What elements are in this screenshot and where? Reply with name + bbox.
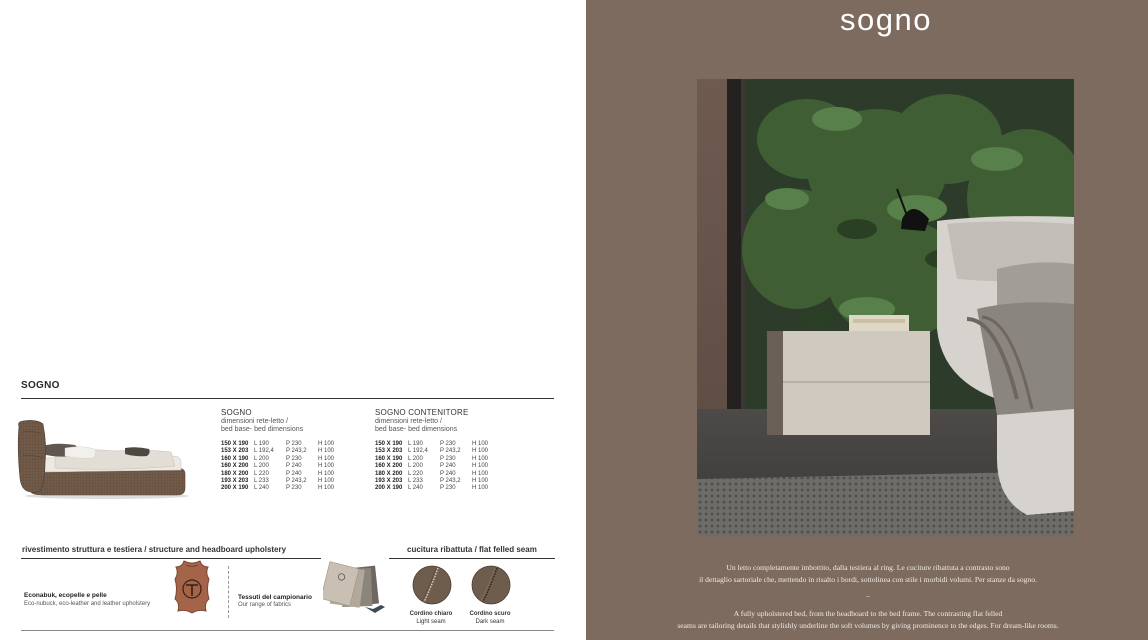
height-cell: H 100 [318, 470, 335, 477]
size-cell: 153 X 203 [221, 448, 249, 455]
bed-illustration [15, 418, 190, 500]
depth-cell: P 243,2 [440, 478, 461, 485]
upholstery-rule [21, 558, 321, 559]
height-cell: H 100 [472, 470, 489, 477]
description-it-line-1: Un letto completamente imbottito, dalla testiera al ring. Le cuciture ribattuta a contrasto sono [726, 563, 1010, 572]
height-cell: H 100 [318, 448, 335, 455]
length-cell: L 233 [254, 478, 269, 485]
dark-seam-swatch [471, 565, 511, 605]
material-title-leather: Econabuk, ecopelle e pelle [24, 592, 107, 599]
dark-seam-label-it: Cordino scuro [469, 611, 511, 617]
dimensions-block-sogno [221, 409, 334, 493]
height-cell: H 100 [318, 485, 335, 492]
table-row [221, 485, 334, 492]
size-cell: 153 X 203 [375, 448, 403, 455]
length-cell: L 220 [254, 470, 269, 477]
length-cell: L 240 [408, 485, 423, 492]
depth-cell: P 240 [440, 470, 456, 477]
depth-cell: P 230 [286, 485, 302, 492]
light-seam-label-en: Light seam [416, 619, 446, 625]
table-row [221, 456, 334, 463]
size-cell: 150 X 190 [221, 441, 249, 447]
light-seam-caption [401, 610, 461, 626]
product-name: SOGNO CONTENITORE [375, 408, 469, 417]
table-row [375, 441, 488, 448]
size-cell: 180 X 200 [221, 470, 249, 477]
seam-rule [389, 558, 555, 559]
length-cell: L 240 [254, 485, 269, 492]
height-cell: H 100 [318, 478, 335, 485]
height-cell: H 100 [318, 463, 335, 470]
bottom-rule [21, 630, 554, 631]
product-name: SOGNO [221, 408, 252, 417]
description-it-line-2: il dettaglio sartoriale che, mettendo in risalto i bordi, sottolinea con stile i morbidi volumi. Per stanze da sogno. [699, 575, 1037, 584]
size-cell: 180 X 200 [375, 470, 403, 477]
size-cell: 160 X 200 [221, 463, 249, 470]
depth-cell: P 230 [440, 485, 456, 492]
table-row [221, 478, 334, 485]
length-cell: L 192,4 [408, 448, 428, 455]
light-seam-label-it: Cordino chiaro [409, 611, 453, 617]
depth-cell: P 243,2 [286, 478, 307, 485]
size-cell: 160 X 190 [375, 455, 403, 462]
length-cell: L 233 [408, 478, 423, 485]
size-cell: 200 X 190 [221, 485, 249, 492]
size-cell: 160 X 190 [221, 455, 249, 462]
height-cell: H 100 [472, 448, 489, 455]
table-row [221, 471, 334, 478]
length-cell: L 220 [408, 470, 423, 477]
table-row [375, 448, 488, 455]
material-desc-leather: Eco-nubuck, eco-leather and leather upholstery [24, 601, 151, 607]
depth-cell: P 240 [286, 470, 302, 477]
dark-seam-label-en: Dark seam [475, 619, 505, 625]
upholstery-divider [228, 566, 229, 618]
table-row [375, 478, 488, 485]
depth-cell: P 230 [286, 455, 302, 462]
dimensions-block-sogno-contenitore [375, 409, 488, 493]
brand-title: sogno [840, 2, 932, 37]
size-cell: 193 X 203 [375, 478, 403, 485]
description-separator: – [866, 591, 870, 600]
dimension-label-en: bed base- bed dimensions [221, 426, 304, 433]
depth-cell: P 230 [440, 455, 456, 462]
table-row [375, 463, 488, 470]
length-cell: L 190 [408, 441, 423, 447]
table-row [221, 441, 334, 448]
height-cell: H 100 [472, 463, 489, 470]
dimensions-table [221, 441, 334, 493]
size-cell: 200 X 190 [375, 485, 403, 492]
section-title-rule [21, 398, 554, 399]
table-row [375, 456, 488, 463]
height-cell: H 100 [318, 455, 335, 462]
depth-cell: P 230 [286, 441, 302, 447]
length-cell: L 200 [254, 463, 269, 470]
dimension-label-it: dimensioni rete-letto / [375, 418, 442, 425]
table-row [221, 463, 334, 470]
height-cell: H 100 [472, 441, 489, 447]
length-cell: L 190 [254, 441, 269, 447]
section-title: SOGNO [21, 380, 60, 391]
height-cell: H 100 [472, 478, 489, 485]
light-seam-swatch [412, 565, 452, 605]
size-cell: 160 X 200 [375, 463, 403, 470]
size-cell: 193 X 203 [221, 478, 249, 485]
dimensions-table [375, 441, 488, 493]
upholstery-heading: rivestimento struttura e testiera / structure and headboard upholstery [22, 545, 287, 554]
height-cell: H 100 [318, 441, 335, 447]
length-cell: L 192,4 [254, 448, 274, 455]
depth-cell: P 230 [440, 441, 456, 447]
material-desc-fabric: Our range of fabrics [238, 602, 292, 608]
height-cell: H 100 [472, 485, 489, 492]
length-cell: L 200 [408, 455, 423, 462]
table-row [375, 471, 488, 478]
depth-cell: P 240 [440, 463, 456, 470]
dimension-label-it: dimensioni rete-letto / [221, 418, 288, 425]
size-cell: 150 X 190 [375, 441, 403, 447]
dimension-label-en: bed base- bed dimensions [375, 426, 458, 433]
table-row [375, 485, 488, 492]
dark-seam-caption [460, 610, 520, 626]
depth-cell: P 243,2 [286, 448, 307, 455]
description-en-line-1: A fully upholstered bed, from the headboard to the bed frame. The contrasting flat felled [733, 609, 1003, 618]
bedroom-photo [697, 79, 1074, 536]
seam-heading: cucitura ribattuta / flat felled seam [407, 545, 537, 554]
depth-cell: P 240 [286, 463, 302, 470]
description-en-line-2: seams are tailoring details that stylishly underline the soft volumes by giving prominence to the edges. For dream-like rooms. [677, 621, 1059, 630]
material-title-fabric: Tessuti del campionario [238, 594, 312, 601]
height-cell: H 100 [472, 455, 489, 462]
depth-cell: P 243,2 [440, 448, 461, 455]
leather-hide-icon [172, 559, 212, 615]
table-row [221, 448, 334, 455]
fabric-swatch-book-icon [323, 557, 389, 615]
length-cell: L 200 [408, 463, 423, 470]
length-cell: L 200 [254, 455, 269, 462]
